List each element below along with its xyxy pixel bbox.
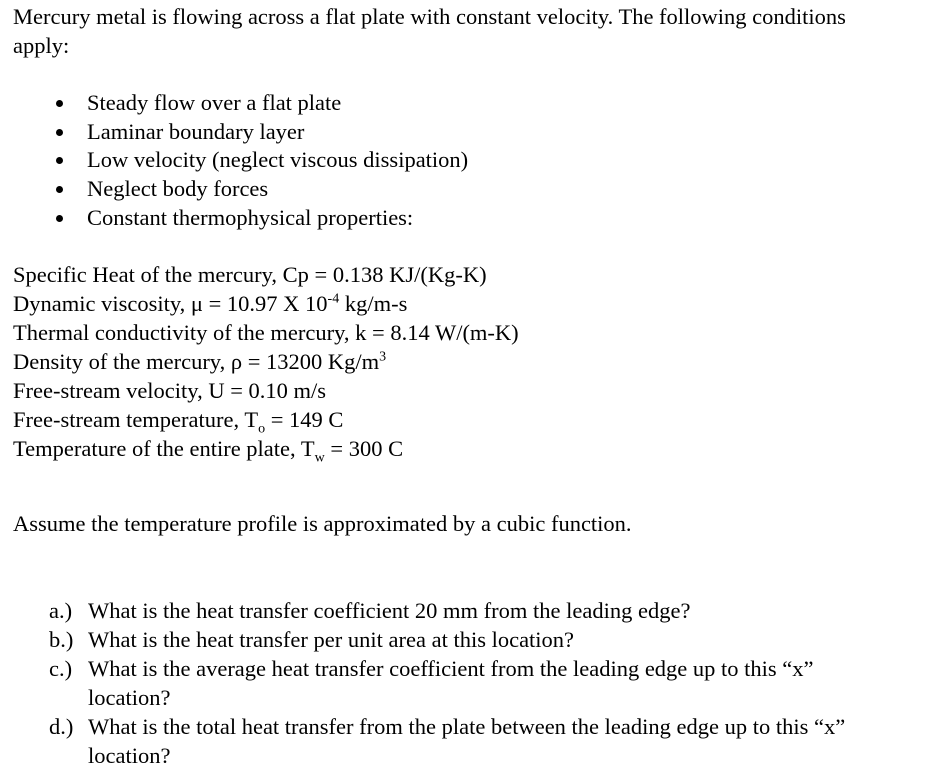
condition-text: Low velocity (neglect viscous dissipation) [87, 147, 469, 173]
question-text-continued: location? [88, 743, 171, 768]
viscosity-text: Dynamic viscosity, μ = 10.97 X 10 [13, 291, 328, 316]
density-line [13, 347, 386, 376]
specific-heat-line [13, 260, 487, 289]
bullet-icon [56, 215, 63, 222]
specific-heat-text: Specific Heat of the mercury, Cp = 0.138 KJ/(Kg-K) [13, 262, 487, 287]
freestream-temp-line [13, 405, 344, 437]
freestream-temp-value: = 149 C [265, 407, 344, 432]
assumption-text: Assume the temperature profile is approximated by a cubic function. [13, 511, 632, 536]
freestream-temp-text: Free-stream temperature, T [13, 407, 259, 432]
density-exponent: 3 [379, 349, 387, 365]
plate-temp-value: = 300 C [324, 436, 404, 461]
velocity-text: Free-stream velocity, U = 0.10 m/s [13, 378, 327, 403]
question-text: What is the average heat transfer coefficient from the leading edge up to this “x” [88, 656, 814, 681]
bullet-icon [56, 129, 63, 136]
density-text: Density of the mercury, ρ = 13200 Kg/m [13, 349, 380, 374]
bullet-icon [56, 157, 63, 164]
viscosity-exponent: -4 [327, 291, 340, 307]
viscosity-unit: kg/m-s [339, 291, 408, 316]
question-label: b.) [49, 627, 74, 652]
question-label: c.) [49, 656, 73, 681]
plate-temp-subscript: w [314, 450, 325, 466]
question-label: a.) [49, 598, 73, 623]
question-text: What is the heat transfer per unit area at this location? [88, 627, 575, 652]
question-text-continued: location? [88, 685, 171, 710]
question-text: What is the heat transfer coefficient 20 mm from the leading edge? [88, 598, 691, 623]
intro-line-1: Mercury metal is flowing across a flat plate with constant velocity. The following conditions [13, 4, 846, 29]
condition-text: Neglect body forces [87, 176, 269, 202]
condition-text: Steady flow over a flat plate [87, 90, 342, 115]
plate-temp-line [13, 434, 404, 466]
freestream-temp-subscript: o [258, 421, 266, 437]
conductivity-text: Thermal conductivity of the mercury, k = 8.14 W/(m-K) [13, 320, 519, 345]
condition-text: Laminar boundary layer [87, 118, 305, 144]
bullet-icon [56, 186, 63, 193]
bullet-icon [56, 100, 63, 107]
question-label: d.) [49, 714, 74, 739]
question-text: What is the total heat transfer from the plate between the leading edge up to this “x” [88, 714, 846, 739]
conductivity-line [13, 318, 519, 347]
condition-text: Constant thermophysical properties: [87, 204, 414, 230]
velocity-line [13, 376, 326, 405]
plate-temp-text: Temperature of the entire plate, T [13, 436, 315, 461]
intro-line-2: apply: [13, 33, 70, 58]
viscosity-line [13, 289, 407, 318]
